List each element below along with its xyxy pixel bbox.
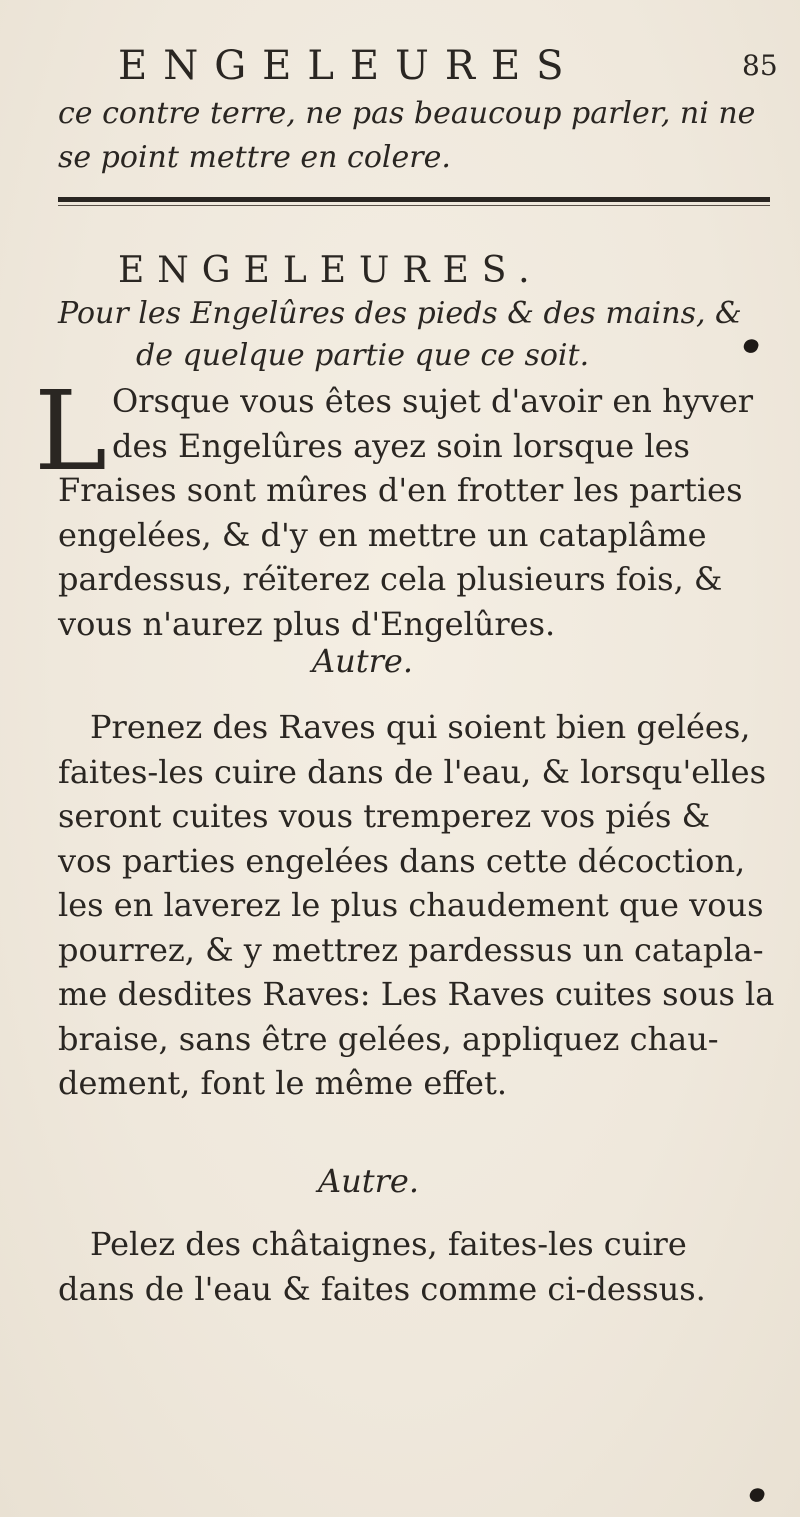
paragraph-raves bbox=[58, 705, 775, 1106]
section-subtitle bbox=[58, 293, 770, 377]
text-line: dans de l'eau & faites comme ci-dessus. bbox=[58, 1269, 706, 1308]
text-line: des Engelûres ayez soin lorsque les bbox=[112, 426, 690, 465]
subtitle-line: de quelque partie que ce soit. bbox=[136, 338, 590, 373]
paragraph-chataignes bbox=[58, 1222, 770, 1311]
carryover-line: ce contre terre, ne pas beaucoup parler, ni ne bbox=[58, 96, 756, 131]
text-line: pourrez, & y mettrez pardessus un catapla- bbox=[58, 930, 764, 969]
section-title: ENGELEURES. bbox=[118, 250, 543, 291]
text-line: vous n'aurez plus d'Engelûres. bbox=[58, 604, 556, 643]
heading-autre: Autre. bbox=[312, 642, 413, 680]
text-line: faites-les cuire dans de l'eau, & lorsqu'elles bbox=[58, 752, 767, 791]
ink-blot-mark bbox=[748, 1486, 766, 1504]
page-number: 85 bbox=[742, 49, 778, 82]
text-line: Prenez des Raves qui soient bien gelées, bbox=[90, 708, 751, 746]
text-line: me desdites Raves: Les Raves cuites sous la bbox=[58, 975, 775, 1013]
text-line: les en laverez le plus chaudement que vous bbox=[58, 886, 764, 924]
paragraph-fraises bbox=[58, 379, 770, 646]
text-line: engelées, & d'y en mettre un cataplâme bbox=[58, 515, 707, 554]
drop-cap: L bbox=[34, 367, 108, 495]
carryover-line: se point mettre en colere. bbox=[58, 140, 451, 175]
text-line: seront cuites vous tremperez vos piés & bbox=[58, 797, 711, 835]
running-head: ENGELEURES bbox=[118, 43, 580, 89]
text-line: vos parties engelées dans cette décoction, bbox=[58, 841, 746, 880]
subtitle-line: Pour les Engelûres des pieds & des mains, & bbox=[58, 296, 742, 331]
section-divider bbox=[58, 197, 770, 202]
text-line: Orsque vous êtes sujet d'avoir en hyver bbox=[112, 382, 754, 420]
carryover-text bbox=[58, 92, 758, 180]
heading-autre: Autre. bbox=[318, 1162, 419, 1200]
text-line: dement, font le même effet. bbox=[58, 1064, 507, 1102]
text-line: pardessus, réïterez cela plusieurs fois, & bbox=[58, 560, 723, 598]
text-line: braise, sans être gelées, appliquez chau- bbox=[58, 1019, 719, 1058]
section-divider-thin bbox=[58, 205, 770, 206]
text-line: Fraises sont mûres d'en frotter les parties bbox=[58, 471, 743, 509]
text-line: Pelez des châtaignes, faites-les cuire bbox=[90, 1225, 687, 1263]
